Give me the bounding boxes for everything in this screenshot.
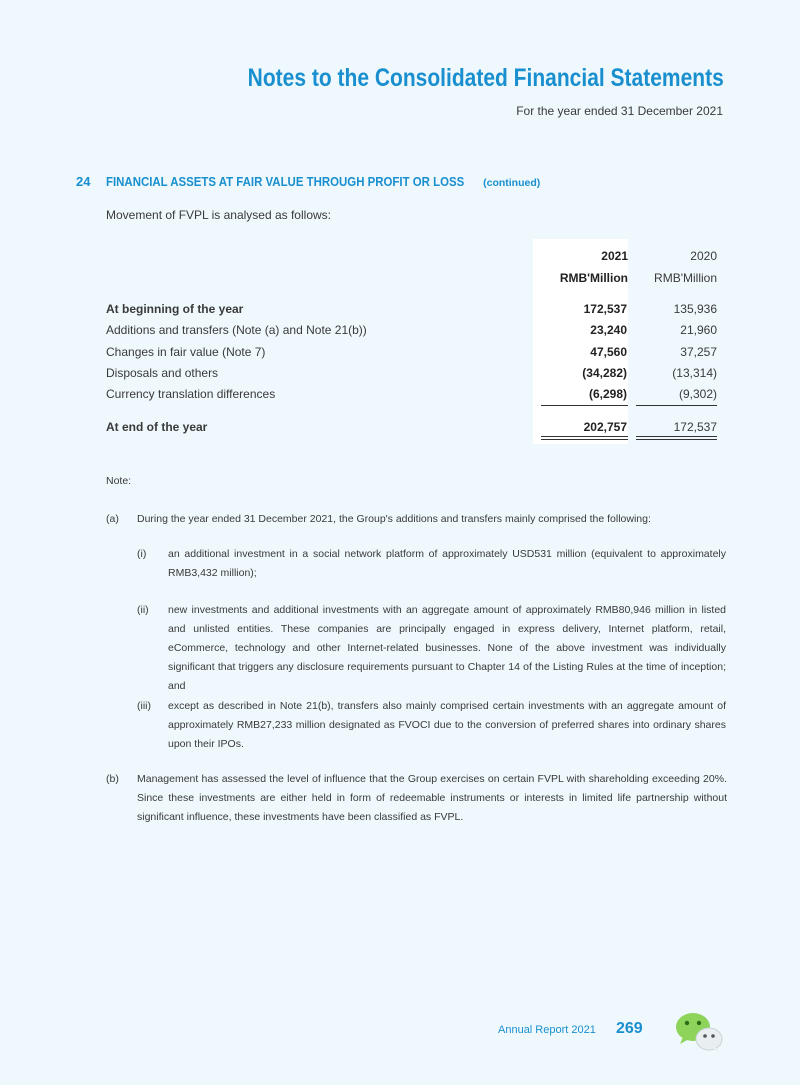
row-label-beginning: At beginning of the year [106,302,244,316]
column-year-2020: 2020 [690,249,717,263]
note-a-iii-marker: (iii) [137,700,151,712]
column-year-2021: 2021 [601,249,628,263]
cell-additions-2020: 21,960 [680,323,717,337]
note-a-i-text: an additional investment in a social network platform of approximately USD531 million (equivalent to approximately RMB3,432 million); [168,548,726,579]
footer-report-label: Annual Report 2021 [498,1024,596,1036]
note-a-marker: (a) [106,513,119,525]
cell-end-2020: 172,537 [673,420,717,434]
note-a-text: During the year ended 31 December 2021, the Group's additions and transfers mainly comprised the following: [137,513,651,525]
total-rule-2020 [636,436,717,440]
notes-heading: Note: [106,475,132,487]
page-number: 269 [616,1020,643,1037]
cell-currency-2021: (6,298) [588,387,627,401]
current-year-highlight [533,239,628,444]
section-title: FINANCIAL ASSETS AT FAIR VALUE THROUGH PROFIT OR LOSS [106,174,465,189]
page-title: Notes to the Consolidated Financial Statements [247,64,724,92]
subtotal-rule-2021 [541,405,628,406]
section-intro: Movement of FVPL is analysed as follows: [106,208,331,222]
row-label-fair-value: Changes in fair value (Note 7) [106,345,266,359]
cell-beginning-2020: 135,936 [673,302,717,316]
section-heading [76,174,540,189]
note-a-iii-text: except as described in Note 21(b), transfers also mainly comprised certain investments with an aggregate amount of approximately RMB27,233 million designated as FVOCI due to the conversion of preferred shares into ordinary shares upon their IPOs. [168,700,726,750]
note-b-marker: (b) [106,773,119,785]
cell-currency-2020: (9,302) [678,387,717,401]
page-subtitle: For the year ended 31 December 2021 [516,104,723,118]
total-rule-2021 [541,436,628,440]
note-a-i-marker: (i) [137,548,147,560]
cell-disposals-2020: (13,314) [672,366,717,380]
cell-beginning-2021: 172,537 [583,302,627,316]
cell-additions-2021: 23,240 [590,323,627,337]
note-a-ii-marker: (ii) [137,604,149,616]
cell-end-2021: 202,757 [583,420,627,434]
cell-disposals-2021: (34,282) [582,366,627,380]
row-label-end: At end of the year [106,420,208,434]
note-a-ii-text: new investments and additional investments with an aggregate amount of approximately RMB80,946 million in listed and unlisted entities. These companies are principally engaged in express delivery, Internet platform, retail, eCommerce, technology and other Internet-related businesses. None of the above investment was individually significant that triggers any disclosure requirements pursuant to Chapter 14 of the Listing Rules at the time of inception; and [168,604,726,692]
cell-fair-value-2021: 47,560 [590,345,627,359]
subtotal-rule-2020 [636,405,717,406]
row-label-disposals: Disposals and others [106,366,219,380]
cell-fair-value-2020: 37,257 [680,345,717,359]
section-number: 24 [76,174,91,189]
column-unit-2020: RMB'Million [654,271,717,285]
row-label-additions: Additions and transfers (Note (a) and Note 21(b)) [106,323,367,337]
row-label-currency: Currency translation differences [106,387,276,401]
note-b-text: Management has assessed the level of influence that the Group exercises on certain FVPL with shareholding exceeding 20%. Since these investments are either held in form of redeemable instruments or interests in limited life partnership without significant influence, these investments have been classified as FVPL. [137,773,727,823]
column-unit-2021: RMB'Million [559,271,628,285]
section-continued: (continued) [483,177,541,189]
wechat-logo-icon [674,1011,724,1053]
